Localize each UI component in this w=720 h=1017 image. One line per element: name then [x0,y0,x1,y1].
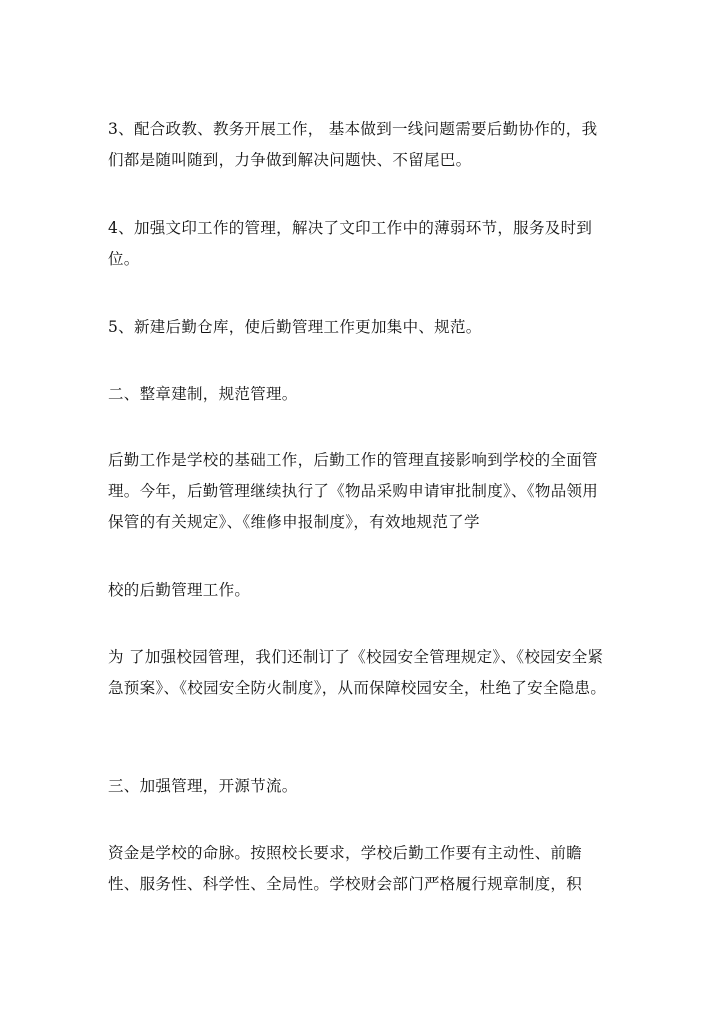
paragraph-funding: 资金是学校的命脉。按照校长要求，学校后勤工作要有主动性、前瞻性、服务性、科学性、全局性。学校财会部门严格履行规章制度，积 [108,844,583,893]
paragraph-campus-safety: 为 了加强校园管理，我们还制订了《校园安全管理规定》、《校园安全紧急预案》、《校园安全防火制度》，从而保障校园安全，杜绝了安全隐患。 [108,648,607,697]
paragraph-logistics-continuation: 校的后勤管理工作。 [108,581,251,599]
paragraph-item-3: 3、配合政教、教务开展工作， 基本做到一线问题需要后勤协作的，我们都是随叫随到，力争做到解决问题快、不留尾巴。 [108,120,598,169]
paragraph-logistics-management: 后勤工作是学校的基础工作，后勤工作的管理直接影响到学校的全面管理。今年，后勤管理继续执行了《物品采购申请审批制度》、《物品领用保管的有关规定》、《维修申报制度》，有效地规范了学 [108,451,599,531]
paragraph-item-4: 4、加强文印工作的管理，解决了文印工作中的薄弱环节，服务及时到位。 [108,219,593,268]
section-heading-2: 二、整章建制，规范管理。 [108,385,298,403]
section-heading-3: 三、加强管理，开源节流。 [108,777,298,795]
paragraph-item-5: 5、新建后勤仓库，使后勤管理工作更加集中、规范。 [108,318,482,336]
